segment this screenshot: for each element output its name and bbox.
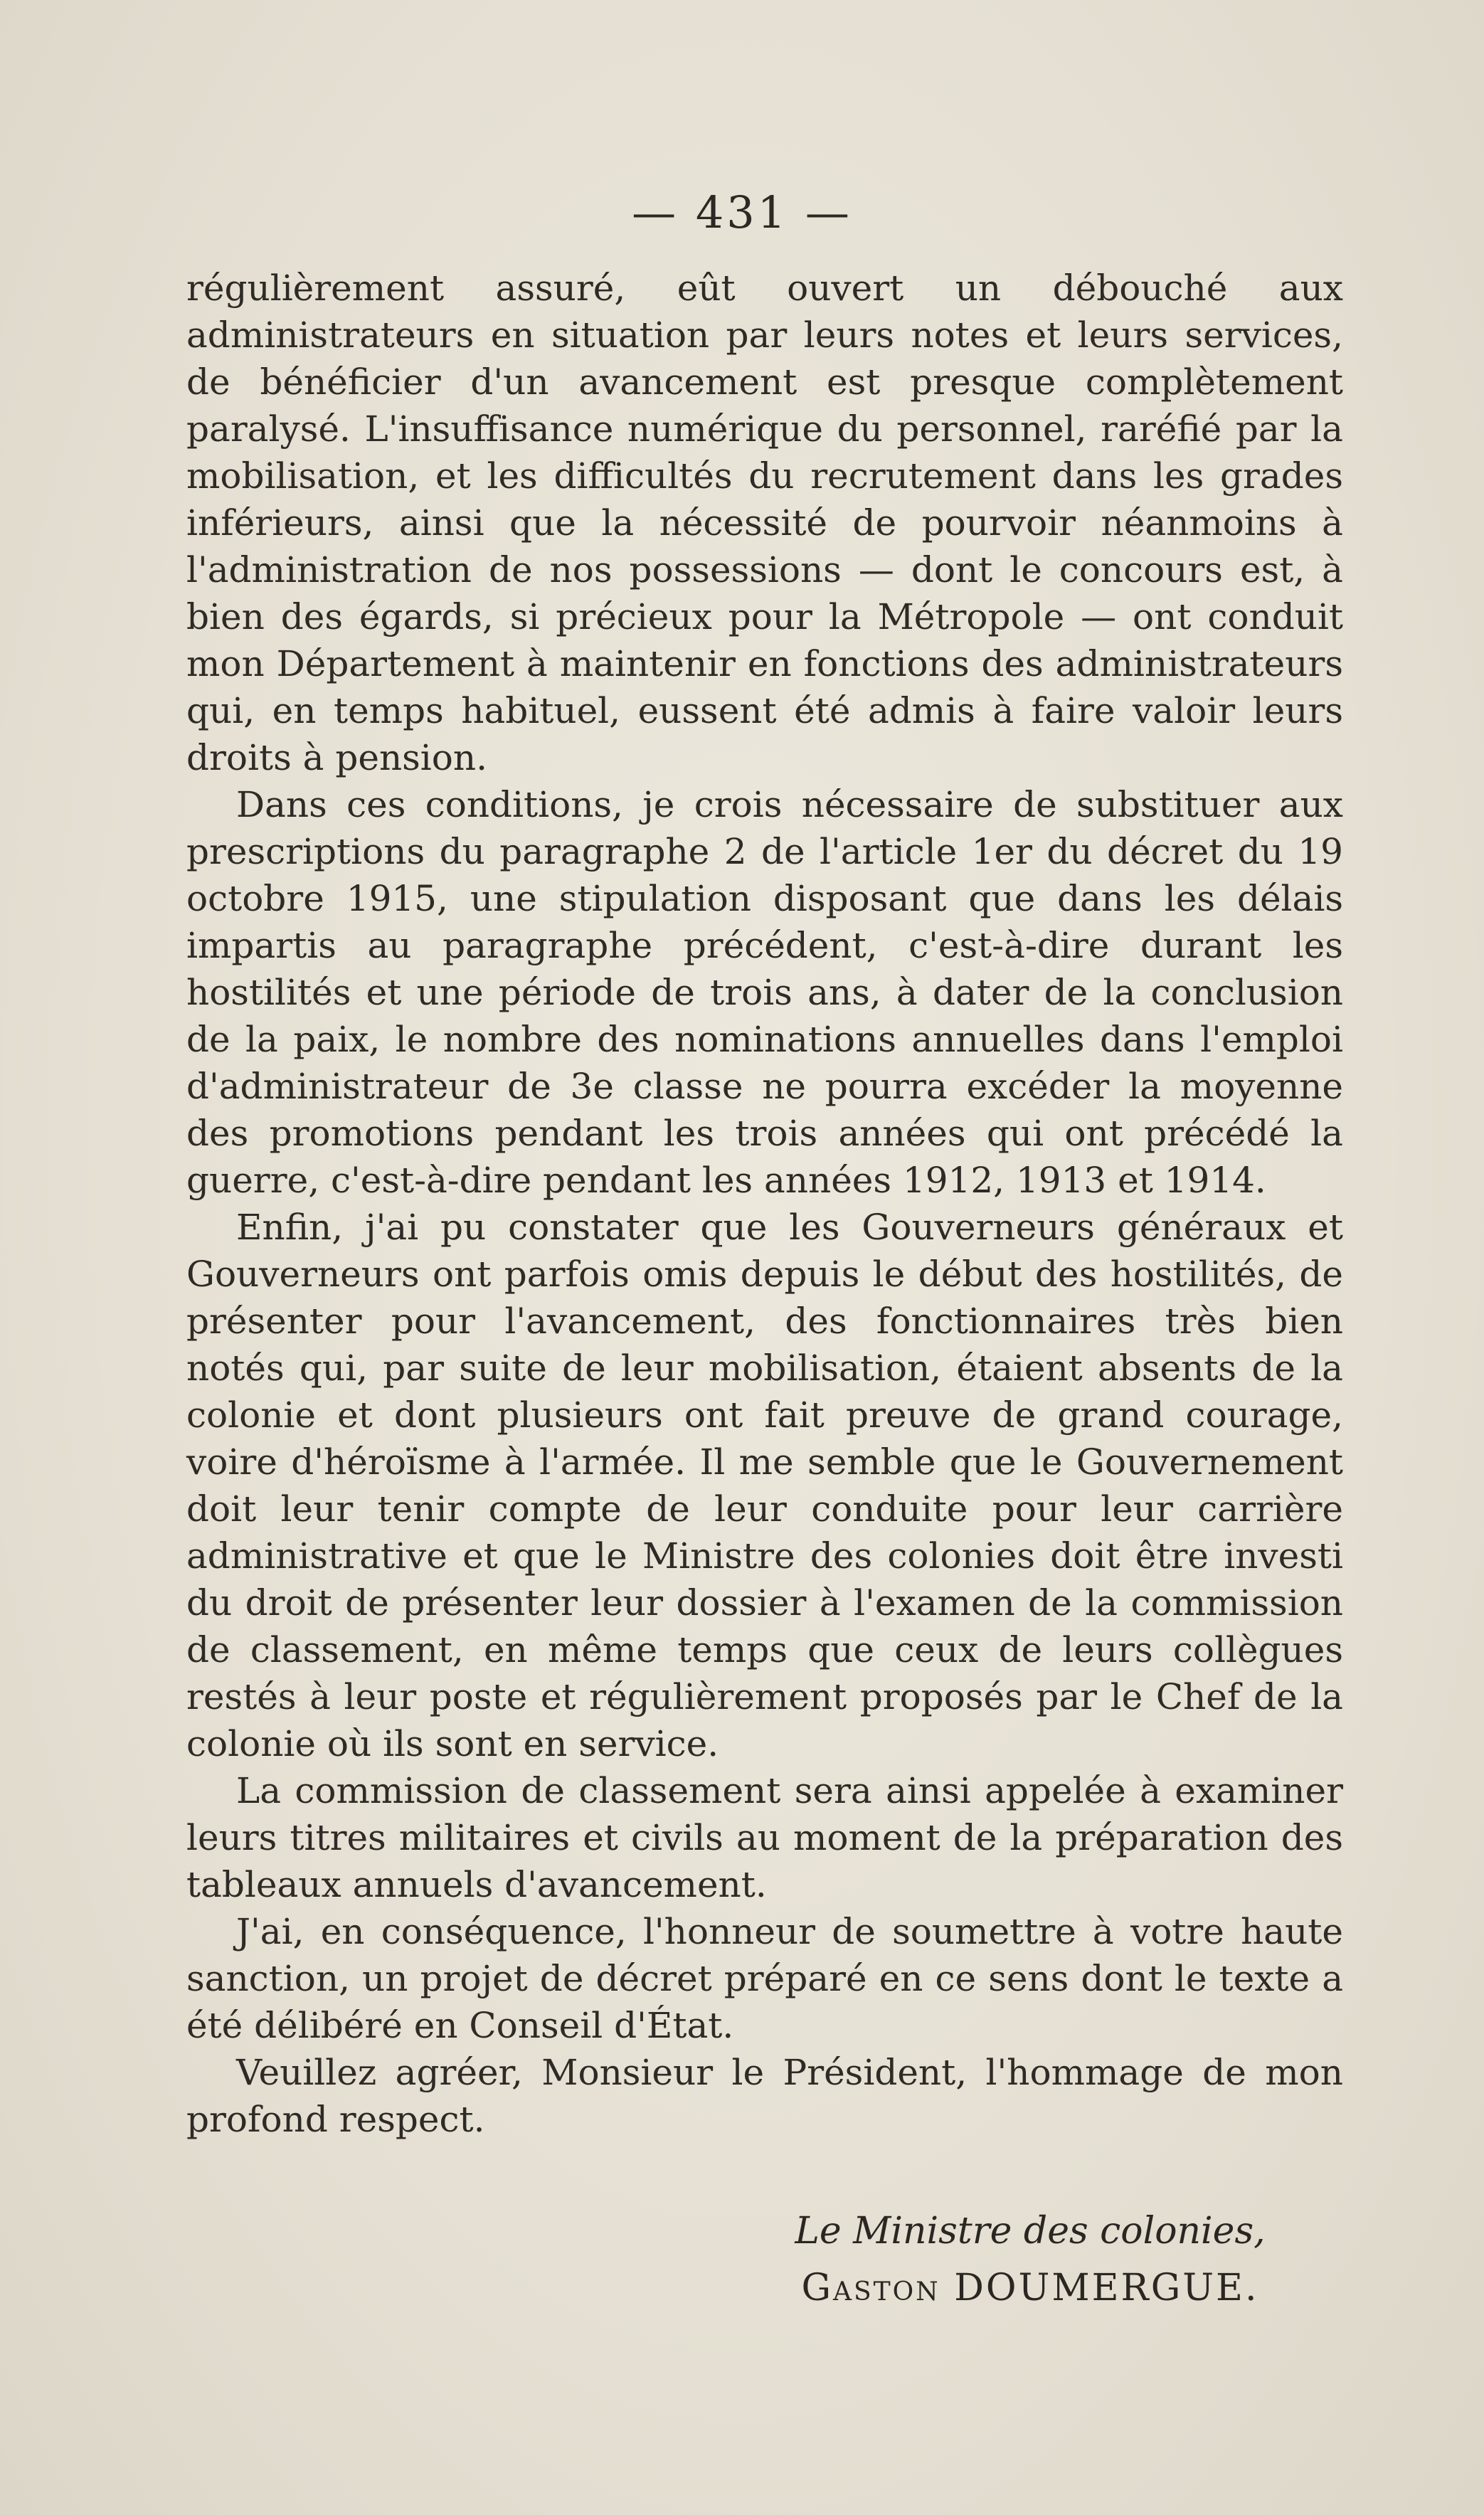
letter-body [186,265,1343,2143]
signature-role: Le Ministre des colonies, [795,2210,1266,2252]
signature-block [760,2203,1300,2317]
paragraph-continuation: régulièrement assuré, eût ouvert un débouché aux administrateurs en situation par leurs notes et leurs services, de bénéficier d'un avancement est presque complètement paralysé. L'insuffisance numérique du personnel, raréfié par la mobilisation, et les difficultés du recrutement dans les grades inférieurs, ainsi que la nécessité de pourvoir néanmoins à l'administration de nos possessions — dont le concours est, à bien des égards, si précieux pour la Métropole — ont conduit mon Département à maintenir en fonctions des administrateurs qui, en temps habituel, eussent été admis à faire valoir leurs droits à pension. [186,268,1343,778]
paragraph-closing: Veuillez agréer, Monsieur le Président, l'hommage de mon profond respect. [186,2052,1343,2140]
paragraph-conditions: Dans ces conditions, je crois nécessaire de substituer aux prescriptions du paragraphe 2 de l'article 1er du décret du 19 octobre 1915, une stipulation disposant que dans les délais impartis au paragraphe précédent, c'est-à-dire durant les hostilités et une période de trois ans, à dater de la conclusion de la paix, le nombre des nominations annuelles dans l'emploi d'administrateur de 3e classe ne pourra excéder la moyenne des promotions pendant les trois années qui ont précédé la guerre, c'est-à-dire pendant les années 1912, 1913 et 1914. [186,784,1343,1201]
paragraph-governors: Enfin, j'ai pu constater que les Gouverneurs généraux et Gouverneurs ont parfois omis depuis le début des hostilités, de présenter pour l'avancement, des fonctionnaires très bien notés qui, par suite de leur mobilisation, étaient absents de la colonie et dont plusieurs ont fait preuve de grand courage, voire d'héroïsme à l'armée. Il me semble que le Gouvernement doit leur tenir compte de leur conduite pour leur carrière administrative et que le Ministre des colonies doit être investi du droit de présenter leur dossier à l'examen de la commission de classement, en même temps que ceux de leurs collègues restés à leur poste et régulièrement proposés par le Chef de la colonie où ils sont en service. [186,1207,1343,1764]
signature-name: Gaston DOUMERGUE. [801,2267,1259,2309]
paragraph-sanction: J'ai, en conséquence, l'honneur de soumettre à votre haute sanction, un projet de décret préparé en ce sens dont le texte a été délibéré en Conseil d'État. [186,1911,1343,2046]
paragraph-commission: La commission de classement sera ainsi appelée à examiner leurs titres militaires et civils au moment de la préparation des tableaux annuels d'avancement. [186,1770,1343,1905]
page-number: — 431 — [632,186,852,238]
